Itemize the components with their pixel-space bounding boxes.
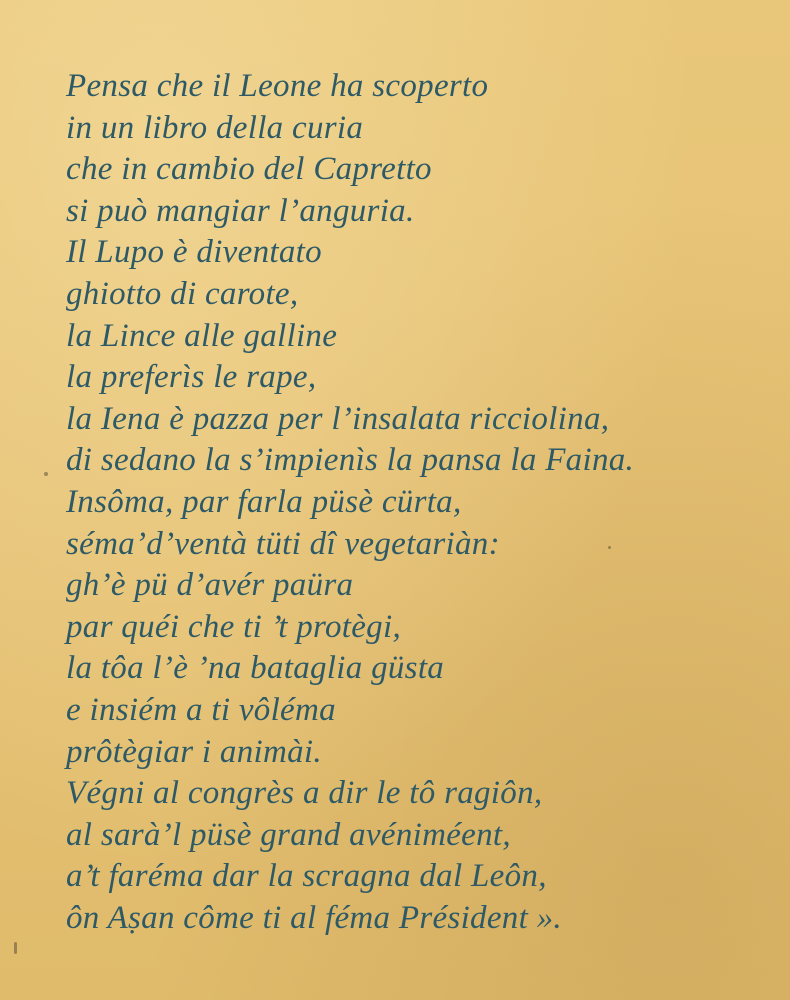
poem-line: e insiém a ti vôléma xyxy=(66,691,336,728)
poem-line: si può mangiar l’anguria. xyxy=(66,192,415,229)
poem-line: Végni al congrès a dir le tô ragiôn, xyxy=(66,775,543,812)
poem-line: ôn Aṣan côme ti al féma Président ». xyxy=(66,899,562,936)
poem-line: gh’è pü d’avér paüra xyxy=(66,567,354,604)
poem-line: al sarà’l püsè grand avéniméent, xyxy=(66,816,511,853)
paper-speck xyxy=(14,942,17,954)
poem-line: di sedano la s’impienìs la pansa la Faina. xyxy=(66,442,635,479)
poem-line: par quéi che ti ’t protègi, xyxy=(66,608,401,645)
poem-line: che in cambio del Capretto xyxy=(66,151,432,188)
paper-speck xyxy=(44,472,48,476)
poem-line: a’t faréma dar la scragna dal Leôn, xyxy=(66,858,547,895)
poem-line: la Iena è pazza per l’insalata ricciolina, xyxy=(66,400,610,437)
poem-line: Il Lupo è diventato xyxy=(66,234,322,271)
poem-line: ghiotto di carote, xyxy=(66,275,299,312)
poem-line: la tôa l’è ’na bataglia güsta xyxy=(66,650,445,687)
poem-line: la preferìs le rape, xyxy=(66,359,317,396)
poem-line: in un libro della curia xyxy=(66,109,364,146)
poem-line: Pensa che il Leone ha scoperto xyxy=(66,68,489,104)
paper-speck xyxy=(608,546,611,549)
poem-line: séma’d’ventà tüti dî vegetariàn: xyxy=(66,525,500,562)
poem-line: la Lince alle galline xyxy=(66,317,338,354)
poem-text xyxy=(66,66,766,939)
poem-line: prôtègiar i animài. xyxy=(66,733,322,770)
poem-line: Insôma, par farla püsè cürta, xyxy=(66,483,462,520)
